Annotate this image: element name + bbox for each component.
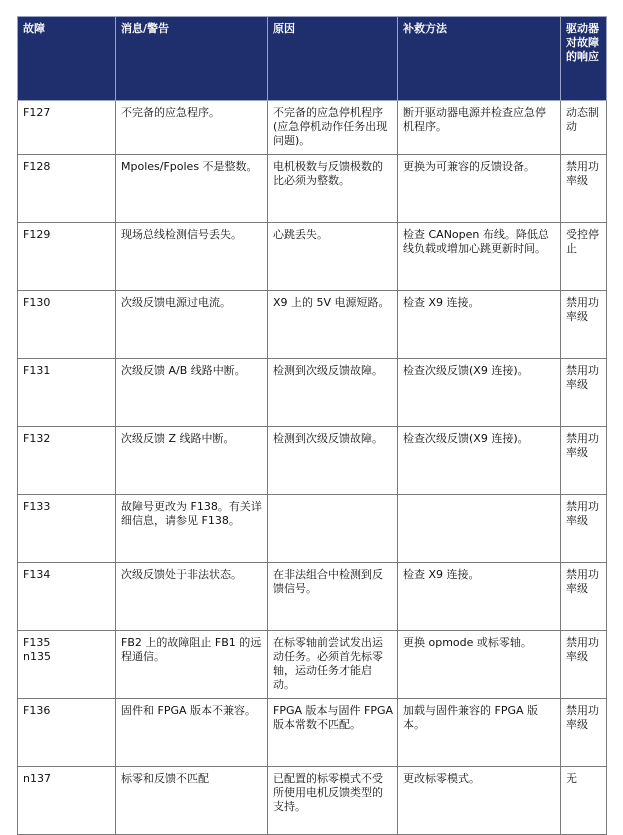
- fault-code: F136: [18, 699, 116, 767]
- fault-response: 禁用功率级: [561, 427, 607, 495]
- fault-remedy: 检查 X9 连接。: [398, 291, 561, 359]
- table-row: [18, 359, 607, 427]
- fault-code: F134: [18, 563, 116, 631]
- fault-cause: 心跳丢失。: [268, 223, 398, 291]
- fault-message: 固件和 FPGA 版本不兼容。: [116, 699, 268, 767]
- fault-code: F131: [18, 359, 116, 427]
- fault-response: 禁用功率级: [561, 495, 607, 563]
- fault-response: 禁用功率级: [561, 359, 607, 427]
- table-row: [18, 767, 607, 835]
- table-row: [18, 631, 607, 699]
- fault-code: F129: [18, 223, 116, 291]
- fault-remedy: [398, 495, 561, 563]
- fault-table: [17, 16, 607, 835]
- fault-code: n137: [18, 767, 116, 835]
- fault-message: 标零和反馈不匹配: [116, 767, 268, 835]
- table-row: [18, 427, 607, 495]
- fault-code: F127: [18, 101, 116, 155]
- table-row: [18, 101, 607, 155]
- fault-cause: 电机极数与反馈极数的比必须为整数。: [268, 155, 398, 223]
- header-response: 驱动器对故障的响应: [561, 17, 607, 101]
- table-header-row: [18, 17, 607, 101]
- fault-message: 次级反馈处于非法状态。: [116, 563, 268, 631]
- fault-cause: 在非法组合中检测到反馈信号。: [268, 563, 398, 631]
- fault-code: F133: [18, 495, 116, 563]
- fault-response: 受控停止: [561, 223, 607, 291]
- fault-response: 禁用功率级: [561, 699, 607, 767]
- fault-cause: [268, 495, 398, 563]
- fault-code: F135 n135: [18, 631, 116, 699]
- fault-code: F132: [18, 427, 116, 495]
- fault-response: 动态制动: [561, 101, 607, 155]
- fault-response: 禁用功率级: [561, 155, 607, 223]
- fault-message: 次级反馈 Z 线路中断。: [116, 427, 268, 495]
- fault-cause: 已配置的标零模式不受所使用电机反馈类型的支持。: [268, 767, 398, 835]
- fault-cause: X9 上的 5V 电源短路。: [268, 291, 398, 359]
- fault-code: F130: [18, 291, 116, 359]
- header-message: 消息/警告: [116, 17, 268, 101]
- fault-remedy: 更换 opmode 或标零轴。: [398, 631, 561, 699]
- table-row: [18, 291, 607, 359]
- fault-cause: 检测到次级反馈故障。: [268, 427, 398, 495]
- fault-remedy: 检查次级反馈(X9 连接)。: [398, 359, 561, 427]
- fault-message: FB2 上的故障阻止 FB1 的远程通信。: [116, 631, 268, 699]
- fault-cause: 在标零轴前尝试发出运动任务。必须首先标零轴，运动任务才能启动。: [268, 631, 398, 699]
- fault-response: 禁用功率级: [561, 563, 607, 631]
- header-cause: 原因: [268, 17, 398, 101]
- fault-cause: FPGA 版本与固件 FPGA 版本常数不匹配。: [268, 699, 398, 767]
- fault-remedy: 检查 X9 连接。: [398, 563, 561, 631]
- table-row: [18, 223, 607, 291]
- table-row: [18, 495, 607, 563]
- header-remedy: 补救方法: [398, 17, 561, 101]
- fault-message: 不完备的应急程序。: [116, 101, 268, 155]
- fault-remedy: 更改标零模式。: [398, 767, 561, 835]
- fault-remedy: 检查 CANopen 布线。降低总线负载或增加心跳更新时间。: [398, 223, 561, 291]
- fault-remedy: 加载与固件兼容的 FPGA 版本。: [398, 699, 561, 767]
- fault-remedy: 检查次级反馈(X9 连接)。: [398, 427, 561, 495]
- fault-message: 故障号更改为 F138。有关详细信息，请参见 F138。: [116, 495, 268, 563]
- fault-message: 次级反馈电源过电流。: [116, 291, 268, 359]
- fault-response: 禁用功率级: [561, 291, 607, 359]
- fault-cause: 不完备的应急停机程序(应急停机动作任务出现问题)。: [268, 101, 398, 155]
- table-row: [18, 155, 607, 223]
- table-row: [18, 563, 607, 631]
- fault-cause: 检测到次级反馈故障。: [268, 359, 398, 427]
- fault-code: F128: [18, 155, 116, 223]
- fault-message: Mpoles/Fpoles 不是整数。: [116, 155, 268, 223]
- fault-response: 禁用功率级: [561, 631, 607, 699]
- fault-response: 无: [561, 767, 607, 835]
- header-fault: 故障: [18, 17, 116, 101]
- fault-remedy: 更换为可兼容的反馈设备。: [398, 155, 561, 223]
- fault-message: 现场总线检测信号丢失。: [116, 223, 268, 291]
- fault-remedy: 断开驱动器电源并检查应急停机程序。: [398, 101, 561, 155]
- fault-message: 次级反馈 A/B 线路中断。: [116, 359, 268, 427]
